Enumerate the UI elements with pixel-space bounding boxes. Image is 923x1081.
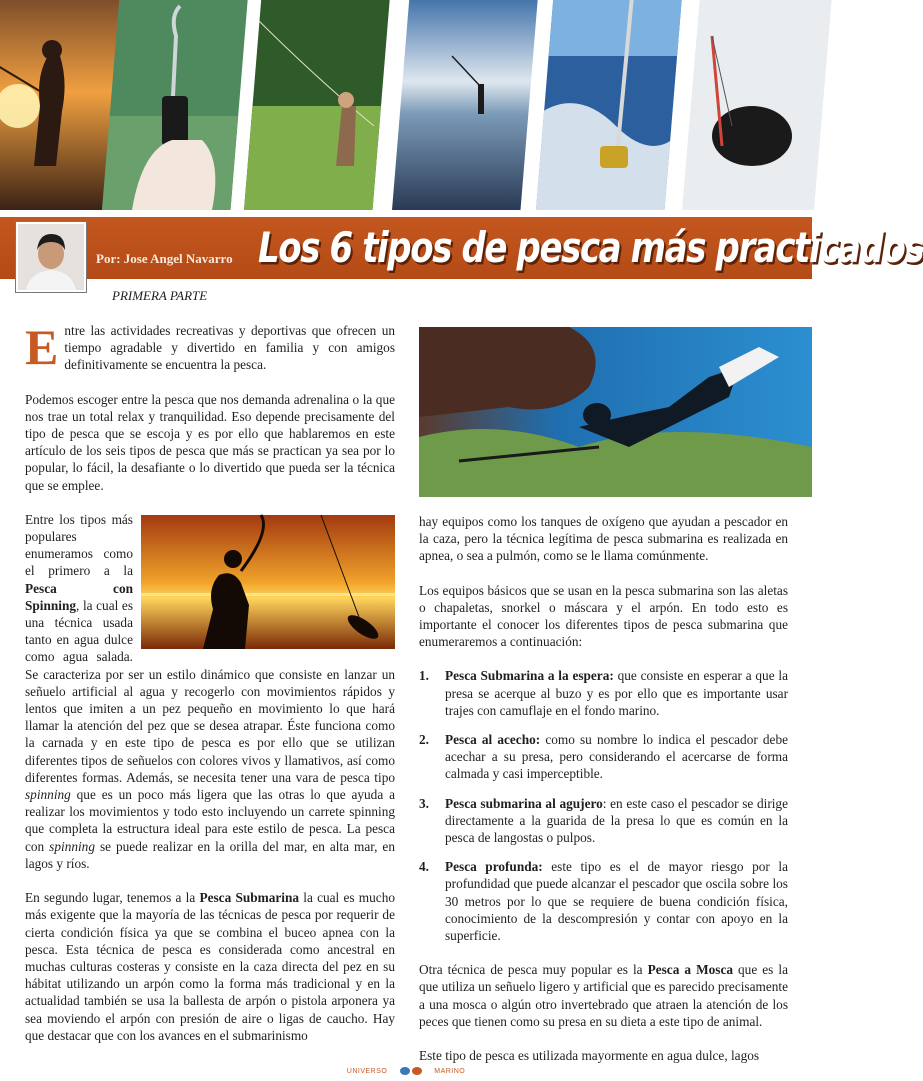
- spearfishing-diver-photo: [419, 327, 812, 497]
- list-item: 3. Pesca submarina al agujero: en este caso el pescador se dirige directamente a la guarida de la presa lo que es común en la pesca de langostas o pulpos.: [419, 795, 788, 846]
- paragraph: Podemos escoger entre la pesca que nos demanda adrenalina o la que nos trae un total relax y tranquilidad. Eso depende precisamente del tipo de pesca que se escoja y es por ello que hablaremos en este artículo de los seis tipos de pesca que más se practican ya sea por lo popular, lo fácil, la desafiante o lo divertido que pueda ser la técnica que se emplee.: [25, 391, 395, 493]
- submarine-types-list: [419, 667, 788, 944]
- intro-paragraph: Entre las actividades recreativas y deportivas que ofrecen un tiempo agradable y divertido en familia y con amigos definitivamente se encuentra la pesca.: [25, 319, 395, 375]
- submarine-paragraph: En segundo lugar, tenemos a la Pesca Submarina la cual es mucho más exigente que la mayoría de las técnicas de pesca por requerir de cierta condición física ya que se combina el buceo apnea con la pesca. Esta técnica de pesca es considerada como ancestral en muchas culturas costeras y consiste en la caza directa del pez en su hábitat utilizando un arpón como la forma más tradicional y en la actualidad también se usa la ballesta de arpón o pistola arponera ya sea moviendo el arpón con presión de aire o ligas de caucho. Hay que destacar que con los avances en el submarinismo: [25, 890, 395, 1043]
- right-column: [419, 513, 788, 1081]
- page-footer: [0, 1066, 812, 1076]
- list-item: 1. Pesca Submarina a la espera: que consiste en esperar a que la presa se acerque al buzo y es por ello que es importante usar trajes con camuflaje en el fondo marino.: [419, 668, 788, 718]
- drop-cap: E: [25, 319, 59, 375]
- header-photo-strip: [0, 0, 812, 212]
- deep-sea-rod-photo: [536, 0, 682, 210]
- left-column: [25, 319, 395, 1061]
- spinning-paragraph: Entre los tipos más populares enumeramos como el primero a la Pesca con Spinning, la cual es una técnica usada tanto en agua dulce como agua salada. Se caracteriza por ser un estilo dinámico que consiste en lanzar un señuelo artificial al agua y recogerlo con movimientos rápidos y lentos que imiten a un pez pequeño en movimiento lo que hará llamar la atención del pez que se desea atrapar. Éste funciona como la carnada y en este tipo de pesca es por ello que se utilizan diferentes tipos de señuelos con colores vivos y llamativos, así como diferentes formas. Además, se necesita tener una vara de pesca tipo spinning que es un poco más ligera que las otras lo que ayuda a realizar los movimientos y todo esto incluyendo un carrete spinning que completa la estructura ideal para este estilo de pesca. La pesca con spinning se puede realizar en la orilla del mar, en alta mar, en lagos y ríos.: [25, 511, 395, 871]
- paragraph: hay equipos como los tanques de oxígeno que ayudan a pescador en la caza, pero la técnica legítima de pesca submarina es realizada en apnea, o sea a pulmón, como se le llama comúnmente.: [419, 514, 788, 564]
- list-item: 4. Pesca profunda: este tipo es el de mayor riesgo por la profundidad que puede alcanzar el pescador que oscila sobre los 30 metros por lo que se requiere de buena condición física, conocimiento de la descompresión y contar con apoyo en la superficie.: [419, 859, 788, 944]
- shore-fishing-photo: [392, 0, 538, 210]
- fly-fishing-river-photo: [244, 0, 390, 210]
- list-item: 2. Pesca al acecho: como su nombre lo indica el pescador debe acechar a su presa, pero considerando el acercarse de forma calmada y casi imperceptible.: [419, 732, 788, 782]
- article-title: Los 6 tipos de pesca más practicados: [258, 224, 923, 273]
- footer-brand-right: MARINO: [434, 1067, 466, 1075]
- author-avatar: [16, 222, 86, 292]
- paragraph: Los equipos básicos que se usan en la pesca submarina son las aletas o chapaletas, snorkel o máscara y el arpón. En todo esto es importante el conocer los diferentes tipos de pesca submarina que enumeraremos a continuación:: [419, 582, 788, 650]
- article-part-label: PRIMERA PARTE: [112, 288, 208, 303]
- fly-fishing-paragraph: Otra técnica de pesca muy popular es la Pesca a Mosca que es la que utiliza un señuelo ligero y artificial que es parecido precisamente a una mosca o algún otro invertebrado que atraen la atención de los peces que tienen como su presa en su dieta a este tipo de animal.: [419, 962, 788, 1029]
- speargun-photo: [102, 0, 248, 210]
- ice-fishing-photo: [682, 0, 832, 210]
- paragraph: Este tipo de pesca es utilizada mayormente en agua dulce, lagos: [419, 1048, 760, 1064]
- author-byline: Por: Jose Angel Navarro: [96, 251, 233, 266]
- footer-brand-left: UNIVERSO: [346, 1067, 388, 1075]
- fish-logo-icon: [398, 1066, 424, 1076]
- spinning-sunset-photo: [141, 515, 395, 649]
